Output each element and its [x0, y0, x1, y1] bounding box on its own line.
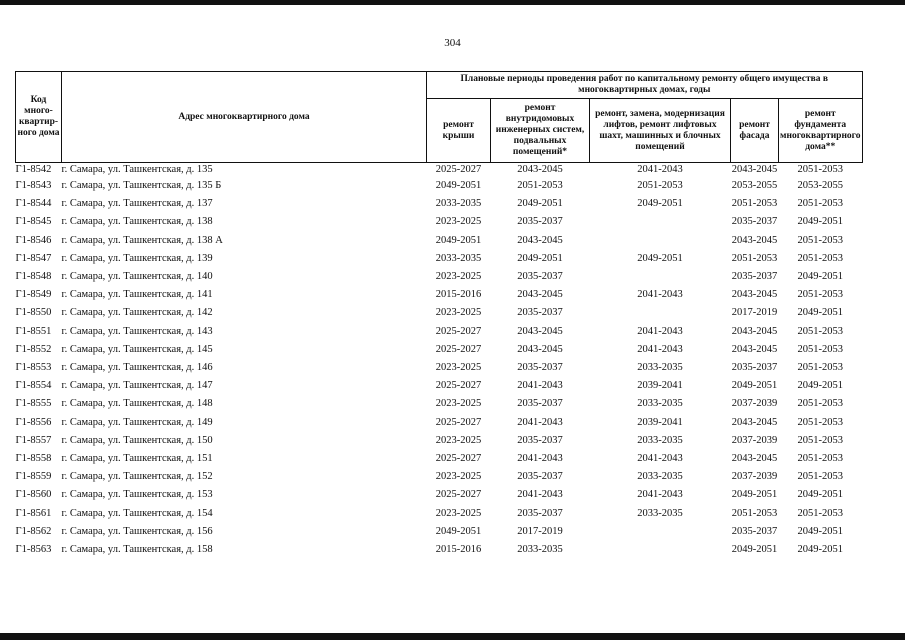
row-foundation: 2051-2053 — [797, 325, 843, 337]
row-roof: 2033-2035 — [435, 252, 482, 264]
row-foundation: 2051-2053 — [797, 398, 843, 410]
row-engineering: 2035-2037 — [517, 216, 563, 228]
col-header-foundation: ремонт фундамента многоквартирного дома** — [779, 99, 863, 163]
row-roof: 2049-2051 — [435, 234, 482, 246]
row-engineering: 2041-2043 — [517, 416, 563, 428]
row-facade: 2051-2053 — [731, 507, 778, 519]
row-code: Г1-8558 — [15, 453, 52, 465]
row-address: г. Самара, ул. Ташкентская, д. 152 — [61, 471, 213, 483]
row-foundation: 2051-2053 — [797, 343, 843, 355]
row-facade: 2037-2039 — [731, 434, 778, 446]
col-header-address: Адрес многоквартирного дома — [62, 72, 427, 163]
row-engineering: 2043-2045 — [517, 325, 563, 337]
row-engineering: 2035-2037 — [517, 471, 563, 483]
row-engineering: 2035-2037 — [517, 507, 563, 519]
row-facade: 2035-2037 — [731, 362, 778, 374]
row-code: Г1-8553 — [15, 362, 52, 374]
row-address: г. Самара, ул. Ташкентская, д. 151 — [61, 453, 213, 465]
table-row — [16, 323, 863, 341]
row-foundation: 2051-2053 — [797, 507, 843, 519]
row-facade: 2049-2051 — [731, 544, 778, 556]
row-engineering: 2051-2053 — [517, 180, 563, 191]
row-facade: 2035-2037 — [731, 271, 778, 283]
row-engineering: 2043-2045 — [517, 234, 563, 246]
row-roof: 2025-2027 — [435, 489, 482, 501]
row-elevators: 2033-2035 — [637, 362, 683, 374]
row-foundation: 2051-2053 — [797, 252, 843, 264]
row-facade: 2043-2045 — [731, 289, 778, 301]
table-row — [16, 377, 863, 395]
row-foundation: 2051-2053 — [797, 471, 843, 483]
row-elevators: 2033-2035 — [637, 434, 683, 446]
row-address: г. Самара, ул. Ташкентская, д. 147 — [61, 380, 213, 392]
row-code: Г1-8561 — [15, 507, 52, 519]
table-row — [16, 541, 863, 559]
row-code: Г1-8550 — [15, 307, 52, 319]
row-facade: 2037-2039 — [731, 471, 778, 483]
table-row — [16, 232, 863, 250]
row-engineering: 2041-2043 — [517, 380, 563, 392]
row-facade: 2043-2045 — [731, 164, 778, 175]
row-engineering: 2035-2037 — [517, 398, 563, 410]
row-address: г. Самара, ул. Ташкентская, д. 153 — [61, 489, 213, 501]
row-elevators: 2039-2041 — [637, 416, 683, 428]
row-elevators: 2041-2043 — [637, 453, 683, 465]
row-roof: 2023-2025 — [435, 398, 482, 410]
table-row — [16, 213, 863, 231]
row-roof: 2015-2016 — [435, 544, 482, 556]
table-row — [16, 195, 863, 213]
row-engineering: 2033-2035 — [517, 544, 563, 556]
row-facade: 2049-2051 — [731, 380, 778, 392]
row-elevators — [590, 523, 731, 541]
row-code: Г1-8555 — [15, 398, 52, 410]
row-elevators: 2051-2053 — [637, 180, 683, 191]
row-roof: 2023-2025 — [435, 307, 482, 319]
row-code: Г1-8556 — [15, 416, 52, 428]
row-facade: 2043-2045 — [731, 453, 778, 465]
table-row — [16, 468, 863, 486]
row-foundation: 2049-2051 — [797, 525, 843, 537]
table-row — [16, 341, 863, 359]
row-foundation: 2051-2053 — [797, 164, 843, 175]
row-roof: 2015-2016 — [435, 289, 482, 301]
col-header-facade: ремонт фасада — [731, 99, 779, 163]
row-code: Г1-8548 — [15, 271, 52, 283]
row-code: Г1-8560 — [15, 489, 52, 501]
row-foundation: 2049-2051 — [797, 271, 843, 283]
row-facade: 2043-2045 — [731, 325, 778, 337]
table-row — [16, 163, 863, 178]
row-engineering: 2035-2037 — [517, 307, 563, 319]
row-roof: 2023-2025 — [435, 471, 482, 483]
row-roof: 2023-2025 — [435, 271, 482, 283]
row-roof: 2023-2025 — [435, 362, 482, 374]
row-elevators: 2041-2043 — [637, 343, 683, 355]
row-code: Г1-8551 — [15, 325, 52, 337]
row-address: г. Самара, ул. Ташкентская, д. 135 — [61, 164, 213, 175]
row-code: Г1-8557 — [15, 434, 52, 446]
row-code: Г1-8563 — [15, 544, 52, 556]
row-facade: 2051-2053 — [731, 198, 778, 210]
row-elevators — [590, 232, 731, 250]
row-facade: 2017-2019 — [731, 307, 778, 319]
row-roof: 2025-2027 — [435, 343, 482, 355]
row-engineering: 2043-2045 — [517, 343, 563, 355]
row-code: Г1-8562 — [15, 525, 52, 537]
row-roof: 2023-2025 — [435, 216, 482, 228]
row-foundation: 2051-2053 — [797, 362, 843, 374]
table-row — [16, 450, 863, 468]
row-roof: 2023-2025 — [435, 434, 482, 446]
row-roof: 2025-2027 — [435, 453, 482, 465]
row-roof: 2049-2051 — [435, 525, 482, 537]
row-elevators — [590, 541, 731, 559]
row-foundation: 2049-2051 — [797, 489, 843, 501]
row-roof: 2025-2027 — [435, 416, 482, 428]
row-code: Г1-8546 — [15, 234, 52, 246]
row-foundation: 2051-2053 — [797, 289, 843, 301]
top-border-bar — [0, 0, 905, 5]
page-number: 304 — [444, 37, 461, 49]
row-address: г. Самара, ул. Ташкентская, д. 158 — [61, 544, 213, 556]
row-foundation: 2053-2055 — [797, 180, 843, 191]
row-foundation: 2049-2051 — [797, 216, 843, 228]
col-header-roof: ремонт крыши — [427, 99, 491, 163]
row-foundation: 2049-2051 — [797, 544, 843, 556]
row-foundation: 2051-2053 — [797, 198, 843, 210]
row-roof: 2033-2035 — [435, 198, 482, 210]
row-facade: 2043-2045 — [731, 416, 778, 428]
table-row — [16, 286, 863, 304]
col-header-engineering: ремонт внутридомовых инженерных систем, подвальных помещений* — [491, 99, 590, 163]
row-foundation: 2049-2051 — [797, 380, 843, 392]
row-facade: 2053-2055 — [731, 180, 778, 191]
row-roof: 2025-2027 — [435, 164, 482, 175]
row-foundation: 2051-2053 — [797, 453, 843, 465]
row-facade: 2043-2045 — [731, 234, 778, 246]
col-header-code: Код много-квартир-ного дома — [16, 72, 62, 163]
row-engineering: 2049-2051 — [517, 198, 563, 210]
row-roof: 2025-2027 — [435, 325, 482, 337]
row-foundation: 2051-2053 — [797, 416, 843, 428]
row-facade: 2051-2053 — [731, 252, 778, 264]
table-row — [16, 359, 863, 377]
table-row — [16, 486, 863, 504]
row-code: Г1-8549 — [15, 289, 52, 301]
row-address: г. Самара, ул. Ташкентская, д. 150 — [61, 434, 213, 446]
row-address: г. Самара, ул. Ташкентская, д. 137 — [61, 198, 213, 210]
row-code: Г1-8543 — [15, 180, 52, 191]
row-elevators: 2039-2041 — [637, 380, 683, 392]
row-elevators — [590, 213, 731, 231]
row-code: Г1-8544 — [15, 198, 52, 210]
row-code: Г1-8547 — [15, 252, 52, 264]
row-engineering: 2043-2045 — [517, 289, 563, 301]
row-facade: 2049-2051 — [731, 489, 778, 501]
row-elevators: 2041-2043 — [637, 289, 683, 301]
row-code: Г1-8552 — [15, 343, 52, 355]
row-elevators: 2041-2043 — [637, 489, 683, 501]
row-elevators: 2041-2043 — [637, 325, 683, 337]
row-elevators: 2033-2035 — [637, 471, 683, 483]
col-header-elevators: ремонт, замена, модернизация лифтов, ремонт лифтовых шахт, машинных и блочных помещений — [590, 99, 731, 163]
row-address: г. Самара, ул. Ташкентская, д. 156 — [61, 525, 213, 537]
row-address: г. Самара, ул. Ташкентская, д. 143 — [61, 325, 213, 337]
table-row — [16, 523, 863, 541]
row-engineering: 2041-2043 — [517, 453, 563, 465]
row-elevators: 2033-2035 — [637, 507, 683, 519]
row-foundation: 2051-2053 — [797, 234, 843, 246]
row-facade: 2037-2039 — [731, 398, 778, 410]
row-address: г. Самара, ул. Ташкентская, д. 135 Б — [61, 180, 222, 191]
row-engineering: 2035-2037 — [517, 434, 563, 446]
table-row — [16, 177, 863, 195]
row-address: г. Самара, ул. Ташкентская, д. 142 — [61, 307, 213, 319]
table-row — [16, 395, 863, 413]
row-foundation: 2051-2053 — [797, 434, 843, 446]
row-engineering: 2017-2019 — [517, 525, 563, 537]
row-address: г. Самара, ул. Ташкентская, д. 140 — [61, 271, 213, 283]
row-address: г. Самара, ул. Ташкентская, д. 138 — [61, 216, 213, 228]
table-row — [16, 268, 863, 286]
row-code: Г1-8554 — [15, 380, 52, 392]
row-code: Г1-8542 — [15, 164, 52, 175]
row-elevators: 2033-2035 — [637, 398, 683, 410]
row-roof: 2025-2027 — [435, 380, 482, 392]
row-roof: 2049-2051 — [435, 180, 482, 191]
row-roof: 2023-2025 — [435, 507, 482, 519]
row-address: г. Самара, ул. Ташкентская, д. 145 — [61, 343, 213, 355]
bottom-border-bar — [0, 633, 905, 640]
row-facade: 2043-2045 — [731, 343, 778, 355]
row-address: г. Самара, ул. Ташкентская, д. 139 — [61, 252, 213, 264]
capital-repair-table — [15, 71, 863, 559]
row-engineering: 2041-2043 — [517, 489, 563, 501]
row-elevators: 2049-2051 — [637, 198, 683, 210]
row-engineering: 2035-2037 — [517, 362, 563, 374]
row-facade: 2035-2037 — [731, 525, 778, 537]
row-facade: 2035-2037 — [731, 216, 778, 228]
row-address: г. Самара, ул. Ташкентская, д. 149 — [61, 416, 213, 428]
row-engineering: 2035-2037 — [517, 271, 563, 283]
row-code: Г1-8545 — [15, 216, 52, 228]
table-body — [16, 163, 863, 560]
row-code: Г1-8559 — [15, 471, 52, 483]
row-address: г. Самара, ул. Ташкентская, д. 148 — [61, 398, 213, 410]
col-header-group: Плановые периоды проведения работ по капитальному ремонту общего имущества в многоквартирных домах, годы — [427, 72, 863, 99]
row-address: г. Самара, ул. Ташкентская, д. 154 — [61, 507, 213, 519]
table-row — [16, 250, 863, 268]
row-address: г. Самара, ул. Ташкентская, д. 146 — [61, 362, 213, 374]
row-foundation: 2049-2051 — [797, 307, 843, 319]
table-row — [16, 304, 863, 322]
row-engineering: 2049-2051 — [517, 252, 563, 264]
row-elevators: 2041-2043 — [637, 164, 683, 175]
table-row — [16, 414, 863, 432]
row-elevators — [590, 268, 731, 286]
table-row — [16, 505, 863, 523]
row-address: г. Самара, ул. Ташкентская, д. 141 — [61, 289, 213, 301]
row-elevators — [590, 304, 731, 322]
row-address: г. Самара, ул. Ташкентская, д. 138 А — [61, 234, 223, 246]
table-row — [16, 432, 863, 450]
row-elevators: 2049-2051 — [637, 252, 683, 264]
row-engineering: 2043-2045 — [517, 164, 563, 175]
